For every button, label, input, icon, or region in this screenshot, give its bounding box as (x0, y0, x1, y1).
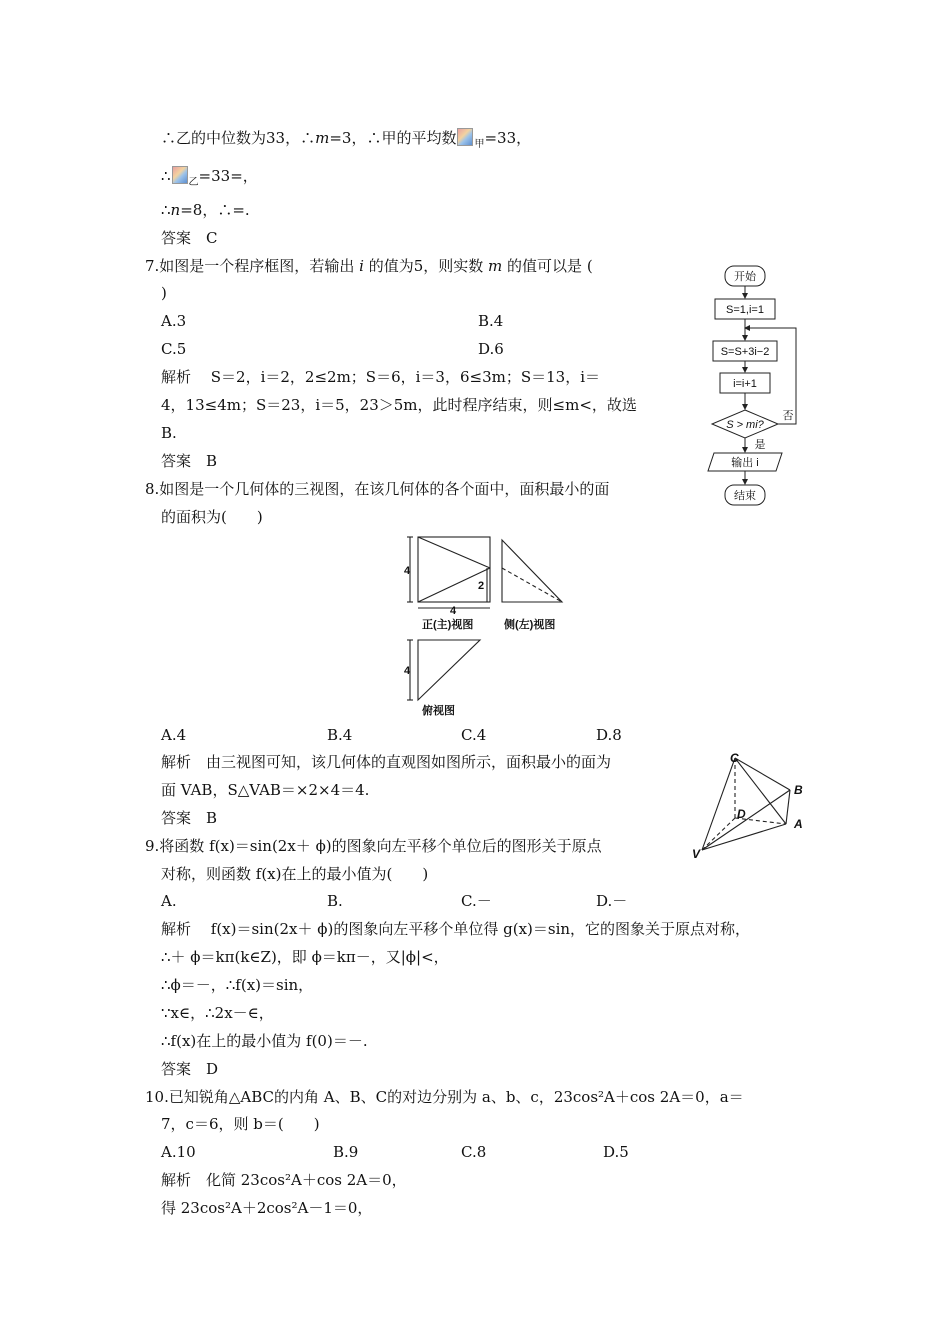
q10-stem-1: 10.已知锐角△ABC的内角 A、B、C的对边分别为 a、b、c，23cos²A＋cos 2A＝0，a＝ (145, 1088, 744, 1106)
top-view-caption: 俯视图 (422, 705, 455, 717)
q8-stem-2: 的面积为( ) (161, 508, 263, 526)
q7-stem: 7.如图是一个程序框图，若输出 i 的值为5，则实数 m 的值可以是 ( (145, 257, 593, 275)
q7-option-a: A.3 (161, 312, 187, 330)
vertex-label-d: D (737, 807, 746, 821)
q9-solution-5: ∴f(x)在上的最小值为 f(0)＝－. (161, 1032, 368, 1050)
q10-option-b: B.9 (333, 1143, 359, 1161)
q9-answer: 答案 D (161, 1060, 219, 1078)
vertex-label-v: V (692, 847, 701, 860)
q10-option-d: D.5 (603, 1143, 629, 1161)
q7-stem-close: ) (161, 284, 167, 302)
q7-answer: 答案 B (161, 452, 218, 470)
x-bar-symbol-icon (172, 166, 188, 184)
q8-option-d: D.8 (596, 726, 622, 744)
q9-option-a: A. (161, 892, 177, 910)
q9-solution-2: ∴＋ ϕ＝kπ(k∈Z)，即 ϕ＝kπ－，又|ϕ|<， (161, 948, 449, 966)
q10-stem-2: 7，c＝6，则 b＝( ) (161, 1115, 320, 1133)
dim-label-height: 4 (404, 565, 411, 577)
front-view-shape (418, 537, 490, 602)
q7-solution-3: B. (161, 424, 177, 442)
q9-option-c: C.－ (461, 892, 492, 910)
q10-option-a: A.10 (161, 1143, 196, 1161)
q8-option-a: A.4 (161, 726, 187, 744)
vertex-label-c: C (730, 751, 739, 765)
dim-label-two: 2 (478, 580, 485, 592)
flow-start-label: 开始 (734, 271, 756, 283)
q9-stem-1: 9.将函数 f(x)＝sin(2x＋ ϕ)的图象向左平移个单位后的图形关于原点 (145, 837, 602, 855)
side-view-shape (502, 540, 562, 602)
q9-solution-1: 解析 f(x)＝sin(2x＋ ϕ)的图象向左平移个单位得 g(x)＝sin，它的图象关于原点对称， (161, 920, 751, 938)
vertex-label-b: B (794, 783, 803, 797)
q8-option-b: B.4 (327, 726, 353, 744)
flowchart-figure (700, 258, 812, 510)
q9-stem-2: 对称，则函数 f(x)在上的最小值为( ) (161, 865, 429, 883)
vertex-label-a: A (794, 817, 803, 831)
solid-figure (690, 748, 815, 860)
q7-option-b: B.4 (478, 312, 504, 330)
three-views-figure (400, 532, 580, 720)
flow-yes-label: 是 (754, 439, 766, 451)
q8-answer: 答案 B (161, 809, 218, 827)
q7-option-c: C.5 (161, 340, 187, 358)
q10-option-c: C.8 (461, 1143, 487, 1161)
q9-option-b: B. (327, 892, 343, 910)
flow-condition-label: S > mi? (726, 419, 764, 431)
top-view-shape (418, 640, 480, 700)
q8-option-c: C.4 (461, 726, 487, 744)
prev-line-3: ∴n=8，∴=. (161, 201, 250, 219)
q8-solution-2: 面 VAB，S△VAB＝×2×4＝4. (161, 781, 370, 799)
q7-solution-2: 4，13≤4m；S＝23，i＝5，23＞5m，此时程序结束，则≤m<，故选 (161, 396, 637, 414)
x-bar-symbol-icon (457, 128, 473, 146)
q8-solution-1: 解析 由三视图可知，该几何体的直观图如图所示，面积最小的面为 (161, 753, 612, 771)
flow-update-label: S=S+3i−2 (720, 346, 770, 358)
side-view-caption: 侧(左)视图 (504, 619, 556, 631)
flow-no-label: 否 (782, 410, 794, 422)
q7-solution-1: 解析 S＝2，i＝2，2≤2m；S＝6，i＝3，6≤3m；S＝13，i＝ (161, 368, 601, 386)
q10-solution-1: 解析 化简 23cos²A＋cos 2A＝0， (161, 1171, 407, 1189)
prev-line-2: ∴ $_乙$=33=， (161, 167, 258, 188)
dim-label-top: 4 (404, 665, 411, 677)
q9-solution-3: ∴ϕ＝－，∴f(x)＝sin， (161, 976, 314, 994)
q8-stem-1: 8.如图是一个几何体的三视图，在该几何体的各个面中，面积最小的面 (145, 480, 610, 498)
flow-increment-label: i=i+1 (733, 378, 757, 390)
q10-solution-2: 得 23cos²A＋2cos²A－1＝0， (161, 1199, 373, 1217)
flow-init-label: S=1,i=1 (726, 304, 764, 316)
prev-line-1: ∴乙的中位数为33，∴m=3，∴甲的平均数 $_甲$=33， (161, 129, 532, 150)
prev-answer: 答案 C (161, 229, 218, 247)
q9-solution-4: ∵x∈，∴2x－∈， (161, 1004, 274, 1022)
q9-option-d: D.－ (596, 892, 628, 910)
flow-output-label: 输出 i (731, 457, 759, 469)
flow-end-label: 结束 (734, 490, 756, 502)
front-view-caption: 正(主)视图 (422, 619, 474, 631)
q7-option-d: D.6 (478, 340, 504, 358)
dim-label-width: 4 (450, 605, 457, 617)
